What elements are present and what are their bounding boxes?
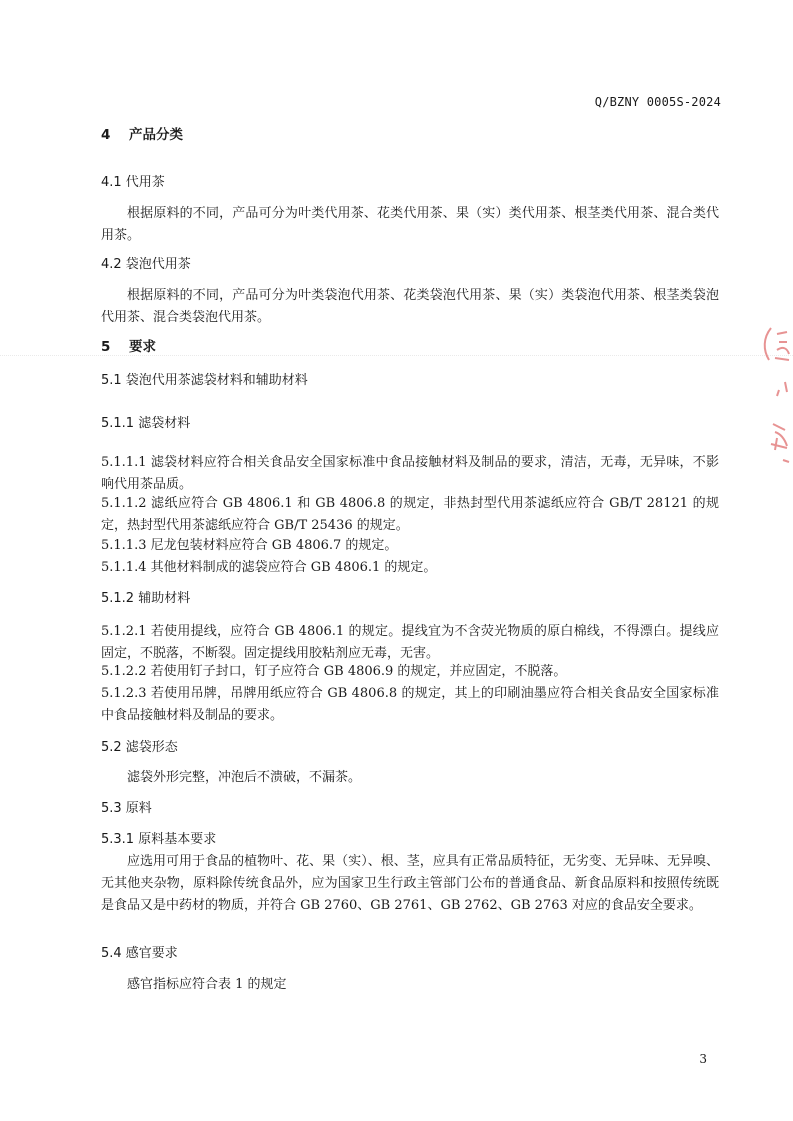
clause-5-1-1-3: 5.1.1.3 尼龙包装材料应符合 GB 4806.7 的规定。 xyxy=(101,538,398,553)
clause-5-1-1-1: 5.1.1.1 滤袋材料应符合相关食品安全国家标准中食品接触材料及制品的要求，清洁，无毒，无异味，不影响代用茶品质。 xyxy=(101,455,719,492)
section-5-4-text: 感官指标应符合表 1 的规定 xyxy=(127,977,287,992)
clause-5-1-2-1: 5.1.2.1 若使用提线，应符合 GB 4806.1 的规定。提线宜为不含荧光物质的原白棉线，不得漂白。提线应固定，不脱落，不断裂。固定提线用胶粘剂应无毒，无害。 xyxy=(101,624,719,661)
seal-stamp-fragment xyxy=(733,320,793,500)
section-5-2-title: 5.2 滤袋形态 xyxy=(101,740,178,755)
section-5-number: 5 xyxy=(101,339,111,355)
section-5-heading xyxy=(101,336,719,358)
section-4-heading xyxy=(101,124,719,146)
section-5-3-title: 5.3 原料 xyxy=(101,801,152,816)
section-4-2-text: 根据原料的不同，产品可分为叶类袋泡代用茶、花类袋泡代用茶、果（实）类袋泡代用茶、根茎类袋泡代用茶、混合类袋泡代用茶。 xyxy=(101,288,719,325)
clause-5-1-1-4: 5.1.1.4 其他材料制成的滤袋应符合 GB 4806.1 的规定。 xyxy=(101,560,437,575)
section-5-3-1-text: 应选用可用于食品的植物叶、花、果（实）、根、茎，应具有正常品质特征，无劣变、无异味、无异嗅、无其他夹杂物，原料除传统食品外，应为国家卫生行政主管部门公布的普通食品、新食品原料和按照传统既是食品又是中药材的物质，并符合 GB 2760、GB 2761、GB 2762、GB 2763 对应的食品安全要求。 xyxy=(101,854,719,913)
clause-5-1-2-3: 5.1.2.3 若使用吊牌，吊牌用纸应符合 GB 4806.8 的规定，其上的印刷油墨应符合相关食品安全国家标准中食品接触材料及制品的要求。 xyxy=(101,686,719,723)
section-5-1-1-title: 5.1.1 滤袋材料 xyxy=(101,416,191,431)
section-5-title: 要求 xyxy=(129,339,156,355)
seal-stamp-strokes xyxy=(765,328,789,462)
document-number: Q/BZNY 0005S-2024 xyxy=(594,95,721,109)
section-5-4-title: 5.4 感官要求 xyxy=(101,946,178,961)
section-5-3-1-title: 5.3.1 原料基本要求 xyxy=(101,832,217,847)
page-number: 3 xyxy=(699,1052,707,1066)
section-5-1-2-title: 5.1.2 辅助材料 xyxy=(101,591,191,606)
clause-5-1-2-2: 5.1.2.2 若使用钉子封口，钉子应符合 GB 4806.9 的规定，并应固定，不脱落。 xyxy=(101,664,567,679)
section-4-title: 产品分类 xyxy=(129,127,183,143)
section-4-1-title: 4.1 代用茶 xyxy=(101,175,165,190)
clause-5-1-1-2: 5.1.1.2 滤纸应符合 GB 4806.1 和 GB 4806.8 的规定，非热封型代用茶滤纸应符合 GB/T 28121 的规定，热封型代用茶滤纸应符合 GB/T 25436 的规定。 xyxy=(101,496,719,533)
section-5-2-text: 滤袋外形完整，冲泡后不溃破，不漏茶。 xyxy=(127,770,362,785)
section-4-1-text: 根据原料的不同，产品可分为叶类代用茶、花类代用茶、果（实）类代用茶、根茎类代用茶、混合类代用茶。 xyxy=(101,206,719,243)
section-5-1-title: 5.1 袋泡代用茶滤袋材料和辅助材料 xyxy=(101,373,308,388)
section-4-number: 4 xyxy=(101,127,111,143)
section-4-2-title: 4.2 袋泡代用茶 xyxy=(101,257,191,272)
